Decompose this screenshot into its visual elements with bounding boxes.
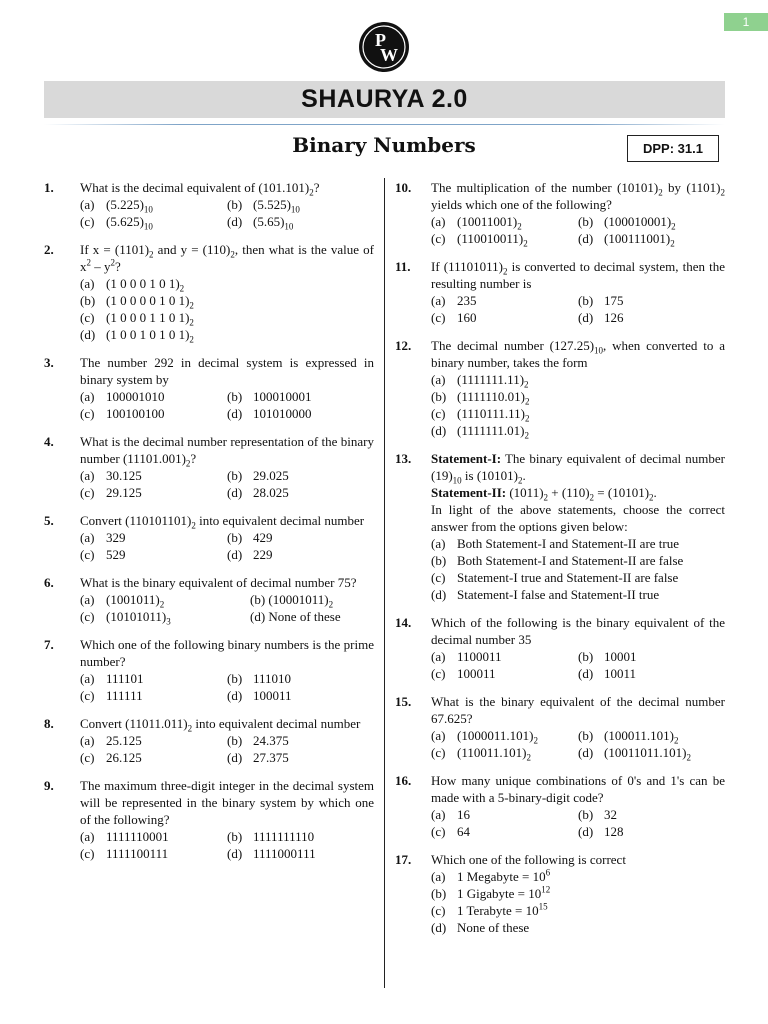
svg-text:W: W — [380, 45, 398, 65]
question-15: 15. What is the binary equivalent of the decimal number 67.625? (a) $(1000011.101)_2$ (b) $(100011.101)_2$ (c) $(110011.101)_2$ (d) $(10011011.101)_2$ — [395, 694, 725, 763]
option-c: (c) $(110010011)_2$ — [431, 231, 528, 249]
option-d: (d) $(5.65)_{10}$ — [227, 214, 294, 232]
question-7: 7. Which one of the following binary numbers is the prime number? (a) 111101 (b) 111010 (c) 111111 (d) 100011 — [44, 637, 374, 703]
option-d: (d) None of these — [431, 920, 530, 935]
option-a: (a) $(1111111.11)_2$ — [431, 372, 529, 390]
question-stem: The maximum three-digit integer in the decimal system will be represented in the binary system by which one of the following? — [80, 778, 374, 827]
question-17: 17. Which one of the following is correct (a) 1 Megabyte = $10^6$ (b) 1 Gigabyte = $10^{12}$ (c) 1 Terabyte = $10^{15}$ (d) None of these — [395, 851, 725, 936]
statement-1: Statement-I: The binary equivalent of decimal number $(19)_{10}$ is $(10101)_2$. — [431, 451, 725, 486]
option-a: (a) 1111110001 — [80, 829, 169, 844]
question-1: 1. What is the decimal equivalent of $(101.101)_2$? (a) $(5.225)_{10}$ (b) $(5.525)_{10}$ (c) $(5.625)_{10}$ (d) $(5.65)_{10}$ — [44, 179, 374, 230]
question-stem: Which one of the following is correct — [431, 852, 626, 867]
option-c: (c) $(1110111.11)_2$ — [431, 406, 530, 424]
question-16: 16. How many unique combinations of 0's and 1's can be made with a 5-binary-digit code? (a) 16 (b) 32 (c) 64 (d) 128 — [395, 773, 725, 839]
question-11: 11. If $(11101011)_2$ is converted to decimal system, then the resulting number is (a) 235 (b) 175 (c) 160 (d) 126 — [395, 259, 725, 325]
option-d: (d) Statement-I false and Statement-II true — [431, 587, 660, 602]
option-a: (a) (1 0 0 0 1 0 $1)_2$ — [80, 276, 185, 294]
option-a: (a) Both Statement-I and Statement-II are true — [431, 536, 680, 551]
option-d: (d) (1 0 0 1 0 1 0 $1)_2$ — [80, 327, 194, 345]
option-c: (c) 29.125 — [80, 485, 142, 500]
question-13: 13. Statement-I: The binary equivalent of decimal number $(19)_{10}$ is $(10101)_2$. Statement-II: $(1011)_2 + (110)_2 = (10101)_2$. In light of the above statements, choose the correct answer from the options given below: (a) Both Statement-I and Statement-II are true (b) Both Statement-I and Statement-II are false (c) Statement-I true and Statement-II are false (d) Statement-I false and Statement-II true — [395, 451, 725, 602]
option-c: (c) 100100100 — [80, 406, 165, 421]
option-a: (a) 1100011 — [431, 649, 502, 664]
option-b: (b) Both Statement-I and Statement-II are false — [431, 553, 684, 568]
svg-text:P: P — [375, 30, 386, 50]
option-a: (a) 111101 — [80, 671, 144, 686]
option-b: (b) $(1111110.01)_2$ — [431, 389, 530, 407]
question-stem: What is the decimal number representation of the binary number $(11101.001)_2$? — [80, 434, 374, 469]
question-2: 2. If $x = (1101)_2$ and $y = (110)_2$, then what is the value of $x^2 - y^2$? (a) (1 0 0 0 1 0 $1)_2$ (b) (1 0 0 0 0 1 0 $1)_2$ (c) (1 0 0 0 1 1 0 $1)_2$ (d) (1 0 0 1 0 1 0 $1)_2$ — [44, 242, 375, 345]
option-d: (d) $(1111111.01)_2$ — [431, 423, 530, 441]
question-stem: What is the binary equivalent of the decimal number 67.625? — [431, 694, 725, 726]
option-a: (a) 1 Megabyte = $10^6$ — [431, 867, 551, 884]
question-14: 14. Which of the following is the binary equivalent of the decimal number 35 (a) 1100011 (b) 10001 (c) 100011 (d) 10011 — [395, 615, 725, 681]
option-c: (c) 111111 — [80, 688, 143, 703]
header-divider — [44, 124, 725, 125]
question-stem: Which one of the following binary numbers is the prime number? — [80, 637, 374, 669]
option-a: (a) 25.125 — [80, 733, 142, 748]
option-b: (b) $(100010001)_2$ — [578, 214, 676, 232]
option-d: (d) 10011 — [578, 666, 637, 681]
question-4: 4. What is the decimal number representation of the binary number $(11101.001)_2$? (a) 30.125 (b) 29.025 (c) 29.125 (d) 28.025 — [44, 434, 374, 500]
option-a: (a) $(1000011.101)_2$ — [431, 728, 538, 746]
question-5: 5. Convert $(110101101)_2$ into equivalent decimal number (a) 329 (b) 429 (c) 529 (d) 229 — [44, 512, 374, 563]
option-d: (d) $(10011011.101)_2$ — [578, 745, 691, 763]
option-b: (b) 1111111110 — [227, 829, 315, 844]
option-b: (b) 24.375 — [227, 733, 289, 748]
option-a: (a) 30.125 — [80, 468, 142, 483]
column-divider — [384, 178, 385, 988]
option-d: (d) 100011 — [227, 688, 292, 703]
question-stem: How many unique combinations of 0's and 1's can be made with a 5-binary-digit code? — [431, 773, 725, 805]
question-stem: Which of the following is the binary equivalent of the decimal number 35 — [431, 615, 725, 647]
option-b: (b) 32 — [578, 807, 617, 822]
option-a: (a) $(5.225)_{10}$ — [80, 197, 153, 215]
option-a: (a) 100001010 — [80, 389, 165, 404]
question-stem: Convert $(110101101)_2$ into equivalent decimal number — [80, 513, 365, 531]
option-b: (b) $(5.525)_{10}$ — [227, 197, 300, 215]
option-c: (c) $(10101011)_3$ — [80, 609, 171, 627]
option-b: (b) 111010 — [227, 671, 292, 686]
option-b: (b) 100010001 — [227, 389, 312, 404]
option-d: (d) 128 — [578, 824, 624, 839]
question-9: 9. The maximum three-digit integer in the decimal system will be represented in the binary system by which one of the following? (a) 1111110001 (b) 1111111110 (c) 1111100111 (d) 1111000111 — [44, 778, 374, 861]
option-d: (d) 229 — [227, 547, 273, 562]
option-b: (b) 429 — [227, 530, 273, 545]
option-a: (a) 235 — [431, 293, 477, 308]
option-b: (b) 175 — [578, 293, 624, 308]
option-c: (c) 160 — [431, 310, 477, 325]
option-c: (c) $(110011.101)_2$ — [431, 745, 531, 763]
dpp-badge: DPP: 31.1 — [627, 135, 719, 162]
option-b: (b) 10001 — [578, 649, 637, 664]
option-c: (c) (1 0 0 0 1 1 0 $1)_2$ — [80, 310, 194, 328]
page-title: Binary Numbers — [292, 133, 476, 157]
option-d: (d) 28.025 — [227, 485, 289, 500]
question-10: 10. The multiplication of the number $(10101)_2$ by $(1101)_2$ yields which one of the following? (a) $(10011001)_2$ (b) $(100010001)_2$ (c) $(110010011)_2$ (d) $(100111001)_2$ — [395, 180, 725, 249]
option-b: (b) $(10001011)_2$ — [250, 592, 334, 610]
option-c: (c) 64 — [431, 824, 470, 839]
question-stem: What is the decimal equivalent of $(101.101)_2$? — [80, 180, 320, 198]
option-a: (a) $(1001011)_2$ — [80, 592, 165, 610]
option-b: (b) 1 Gigabyte = $10^{12}$ — [431, 884, 551, 901]
banner-title: SHAURYA 2.0 — [44, 81, 725, 118]
option-a: (a) 16 — [431, 807, 470, 822]
option-b: (b) 29.025 — [227, 468, 289, 483]
instruction-text: In light of the above statements, choose the correct answer from the options given below: — [431, 502, 725, 534]
question-stem: If $x = (1101)_2$ and $y = (110)_2$, then what is the value of $x^2 - y^2$? — [80, 242, 375, 274]
option-d: (d) 126 — [578, 310, 624, 325]
option-d: (d) 1111000111 — [227, 846, 316, 861]
question-stem: The decimal number $(127.25)_{10}$, when converted to a binary number, takes the form — [431, 338, 725, 370]
option-d: (d) None of these — [250, 609, 341, 624]
option-d: (d) $(100111001)_2$ — [578, 231, 675, 249]
option-d: (d) 27.375 — [227, 750, 289, 765]
question-stem: What is the binary equivalent of decimal number 75? — [80, 575, 357, 590]
page-number: 1 — [724, 13, 768, 31]
question-stem: If $(11101011)_2$ is converted to decimal system, then the resulting number is — [431, 259, 725, 291]
question-12: 12. The decimal number $(127.25)_{10}$, when converted to a binary number, takes the form (a) $(1111111.11)_2$ (b) $(1111110.01)_2$ (c) $(1110111.11)_2$ (d) $(1111111.01)_2$ — [395, 338, 725, 441]
option-a: (a) 329 — [80, 530, 126, 545]
option-c: (c) 529 — [80, 547, 126, 562]
option-c: (c) 26.125 — [80, 750, 142, 765]
question-stem: The multiplication of the number $(10101)_2$ by $(1101)_2$ yields which one of the following? — [431, 180, 725, 212]
option-c: (c) $(5.625)_{10}$ — [80, 214, 153, 232]
option-b: (b) $(100011.101)_2$ — [578, 728, 679, 746]
option-c: (c) Statement-I true and Statement-II are false — [431, 570, 679, 585]
question-3: 3. The number 292 in decimal system is expressed in binary system by (a) 100001010 (b) 100010001 (c) 100100100 (d) 101010000 — [44, 355, 374, 421]
question-8: 8. Convert $(11011.011)_2$ into equivalent decimal number (a) 25.125 (b) 24.375 (c) 26.125 (d) 27.375 — [44, 715, 374, 766]
statement-2: Statement-II: $(1011)_2 + (110)_2 = (10101)_2$. — [431, 485, 657, 503]
pw-logo-icon — [358, 21, 410, 73]
option-d: (d) 101010000 — [227, 406, 312, 421]
option-b: (b) (1 0 0 0 0 1 0 $1)_2$ — [80, 293, 194, 311]
question-6: 6. What is the binary equivalent of decimal number 75? (a) $(1001011)_2$ (b) $(10001011)_2$ (c) $(10101011)_3$ (d) None of these — [44, 574, 374, 625]
option-a: (a) $(10011001)_2$ — [431, 214, 522, 232]
question-stem: Convert $(11011.011)_2$ into equivalent decimal number — [80, 716, 361, 734]
option-c: (c) 1111100111 — [80, 846, 169, 861]
option-c: (c) 100011 — [431, 666, 496, 681]
left-column — [44, 179, 374, 873]
option-c: (c) 1 Terabyte = $10^{15}$ — [431, 901, 548, 918]
question-stem: The number 292 in decimal system is expressed in binary system by — [80, 355, 374, 387]
right-column — [395, 179, 725, 947]
